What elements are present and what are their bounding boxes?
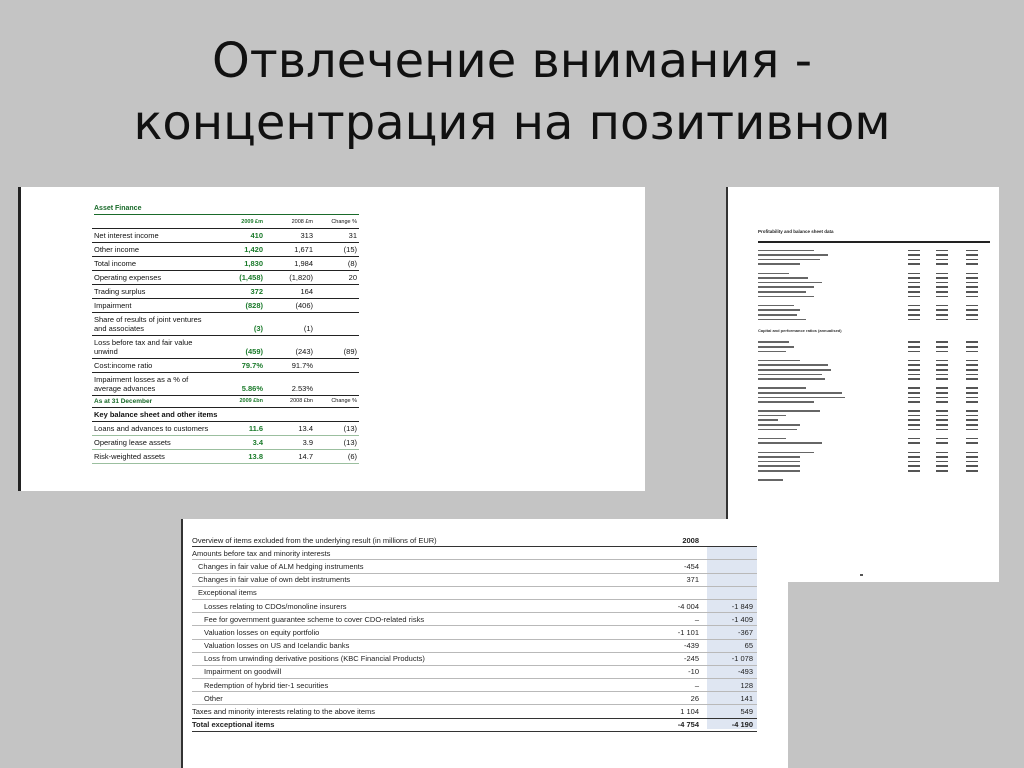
value-line <box>966 364 978 366</box>
table-row <box>92 299 359 313</box>
value-line <box>908 438 920 440</box>
value-line <box>966 282 978 284</box>
value-line <box>936 374 948 376</box>
label-line <box>758 442 822 444</box>
row-label: Operating expenses <box>94 273 162 282</box>
balance-sheet-title: Profitability and balance sheet data <box>758 229 834 234</box>
value-line <box>936 263 948 265</box>
value-line <box>936 410 948 412</box>
value-change: (6) <box>347 452 357 461</box>
row-label: Changes in fair value of ALM hedging instruments <box>198 561 364 571</box>
header-change: Change % <box>331 219 357 225</box>
value-change <box>315 331 359 335</box>
label-line <box>758 415 786 417</box>
label-line <box>758 296 814 298</box>
value-line <box>936 305 948 307</box>
row-label: Total exceptional items <box>192 720 275 730</box>
label-line <box>758 291 806 293</box>
value-line <box>908 470 920 472</box>
label-line <box>758 250 814 252</box>
value-change: (13) <box>343 424 357 433</box>
row-label: Trading surplus <box>94 287 146 296</box>
value-line <box>966 378 978 380</box>
value-2008: -4 754 <box>677 720 699 730</box>
value-line <box>936 277 948 279</box>
value-line <box>966 424 978 426</box>
table-row <box>92 229 359 243</box>
value-2009: (828) <box>245 301 263 310</box>
value-2007: 141 <box>740 693 753 703</box>
value-line <box>966 456 978 458</box>
label-line <box>758 263 800 265</box>
page-number <box>860 574 863 576</box>
value-line <box>908 360 920 362</box>
table-row <box>192 626 757 639</box>
value-line <box>908 286 920 288</box>
value-line <box>936 452 948 454</box>
value-line <box>966 291 978 293</box>
value-line <box>966 401 978 403</box>
table-row <box>92 313 359 336</box>
value-line <box>936 424 948 426</box>
label-line <box>758 351 786 353</box>
value-2008: 91.7% <box>291 361 313 370</box>
row-label: Impairment <box>94 301 132 310</box>
value-line <box>936 442 948 444</box>
value-line <box>908 387 920 389</box>
value-2009: (459) <box>245 347 263 356</box>
value-line <box>908 254 920 256</box>
row-label: Fee for government guarantee scheme to cover CDO-related risks <box>204 614 425 624</box>
value-line <box>936 254 948 256</box>
as-at-header-row <box>92 396 359 408</box>
value-2007: -1 849 <box>731 601 753 611</box>
table-row <box>192 574 757 587</box>
value-line <box>908 364 920 366</box>
value-line <box>908 401 920 403</box>
value-2009: 79.7% <box>241 361 263 370</box>
value-2008: -4 004 <box>677 601 699 611</box>
value-line <box>936 351 948 353</box>
value-line <box>966 438 978 440</box>
row-label: Total income <box>94 259 137 268</box>
table-row <box>192 666 757 679</box>
value-2009: 1,830 <box>244 259 263 268</box>
value-line <box>936 470 948 472</box>
value-2008: (1,820) <box>289 273 313 282</box>
label-line <box>758 401 814 403</box>
row-label: Redemption of hybrid tier-1 securities <box>204 680 329 690</box>
table-row <box>92 422 359 436</box>
value-line <box>936 309 948 311</box>
value-line <box>908 419 920 421</box>
label-line <box>758 429 797 431</box>
excluded-items-title: Overview of items excluded from the underlying result (in millions of EUR) <box>192 535 437 545</box>
value-line <box>966 305 978 307</box>
value-line <box>966 410 978 412</box>
row-label: Impairment losses as a % of average advances <box>94 375 189 393</box>
label-line <box>758 286 814 288</box>
excluded-items-table-image <box>181 519 788 768</box>
label-line <box>758 369 831 371</box>
value-line <box>936 319 948 321</box>
value-line <box>908 319 920 321</box>
value-line <box>936 346 948 348</box>
value-2008: 371 <box>686 575 699 585</box>
table-row <box>192 679 757 692</box>
table-row <box>92 243 359 257</box>
table-row <box>192 587 757 600</box>
header-change-bn: Change % <box>331 398 357 404</box>
table-row <box>192 600 757 613</box>
value-line <box>908 346 920 348</box>
label-line <box>758 374 822 376</box>
table-row <box>92 373 359 396</box>
value-line <box>936 364 948 366</box>
table-row <box>192 547 757 560</box>
header-2009: 2009 £m <box>241 219 263 225</box>
row-label: Changes in fair value of own debt instruments <box>198 575 351 585</box>
value-line <box>908 250 920 252</box>
label-line <box>758 456 800 458</box>
value-2009: (3) <box>253 324 263 333</box>
label-line <box>758 392 842 394</box>
value-line <box>966 341 978 343</box>
row-label: Loss from unwinding derivative positions (KBC Financial Products) <box>204 654 425 664</box>
row-label: Cost:income ratio <box>94 361 153 370</box>
value-line <box>966 296 978 298</box>
balance-sheet-body <box>758 239 990 482</box>
value-2009: 5.86% <box>241 384 263 393</box>
value-line <box>966 314 978 316</box>
value-line <box>966 360 978 362</box>
row-label: Losses relating to CDOs/monoline insurers <box>204 601 347 611</box>
value-line <box>908 282 920 284</box>
value-2008: 1,984 <box>294 259 313 268</box>
value-line <box>936 387 948 389</box>
table-row <box>192 705 757 718</box>
row-label: Share of results of joint ventures and associates <box>94 315 202 333</box>
value-2009: 13.8 <box>248 452 263 461</box>
row-label: Amounts before tax and minority interests <box>192 548 331 558</box>
table-row <box>192 692 757 705</box>
value-2008: 1,671 <box>294 245 313 254</box>
row-label: Valuation losses on US and Icelandic banks <box>204 641 350 651</box>
value-line <box>908 442 920 444</box>
value-change <box>315 294 359 298</box>
value-line <box>908 273 920 275</box>
label-line <box>758 314 797 316</box>
value-line <box>936 259 948 261</box>
value-line <box>908 424 920 426</box>
value-line <box>936 250 948 252</box>
value-line <box>908 277 920 279</box>
label-line <box>758 364 828 366</box>
value-line <box>936 401 948 403</box>
label-line <box>758 452 814 454</box>
value-2008: 2.53% <box>291 384 313 393</box>
value-line <box>936 392 948 394</box>
value-line <box>966 397 978 399</box>
value-line <box>908 415 920 417</box>
label-line <box>758 309 800 311</box>
excluded-items-table <box>192 534 757 732</box>
value-line <box>908 465 920 467</box>
value-line <box>966 319 978 321</box>
value-change: (15) <box>343 245 357 254</box>
value-2008: (406) <box>295 301 313 310</box>
value-line <box>966 346 978 348</box>
label-line <box>758 282 822 284</box>
value-line <box>908 341 920 343</box>
row-label: Valuation losses on equity portfolio <box>204 627 320 637</box>
value-change <box>315 368 359 372</box>
label-line <box>758 254 828 256</box>
value-2008: – <box>694 680 699 690</box>
value-2008: (1) <box>303 324 313 333</box>
value-2008: 3.9 <box>302 438 313 447</box>
text-line <box>758 322 990 327</box>
value-change: (8) <box>347 259 357 268</box>
value-2008: 13.4 <box>298 424 313 433</box>
value-line <box>936 296 948 298</box>
table-row <box>192 640 757 653</box>
value-line <box>908 263 920 265</box>
value-line <box>936 465 948 467</box>
label-line <box>758 319 806 321</box>
heading-line <box>758 241 990 243</box>
label-line <box>758 346 794 348</box>
value-change <box>315 308 359 312</box>
value-line <box>966 387 978 389</box>
value-line <box>908 392 920 394</box>
value-change: 20 <box>348 273 357 282</box>
value-2008: 26 <box>690 693 699 703</box>
label-line <box>758 387 806 389</box>
header-year: 2008 <box>682 535 699 545</box>
value-line <box>966 250 978 252</box>
text-line <box>758 478 990 483</box>
label-line <box>758 277 808 279</box>
value-line <box>908 378 920 380</box>
value-line <box>936 378 948 380</box>
value-2009: 11.6 <box>248 424 263 433</box>
value-line <box>966 429 978 431</box>
value-2007: -1 078 <box>731 654 753 664</box>
value-2007: 128 <box>740 680 753 690</box>
value-2008: -10 <box>688 667 699 677</box>
row-label: Other <box>204 693 223 703</box>
value-line <box>908 314 920 316</box>
value-line <box>908 305 920 307</box>
value-line <box>966 286 978 288</box>
value-2008: 313 <box>300 231 313 240</box>
balance-title: Key balance sheet and other items <box>94 410 218 419</box>
value-line <box>966 369 978 371</box>
value-line <box>936 360 948 362</box>
header-2009-bn: 2009 £bn <box>239 398 263 404</box>
label-line <box>758 465 800 467</box>
value-2007: -4 190 <box>731 720 753 730</box>
value-line <box>936 438 948 440</box>
value-line <box>936 419 948 421</box>
value-2009: 372 <box>250 287 263 296</box>
value-line <box>936 369 948 371</box>
value-2008: -454 <box>683 561 699 571</box>
value-line <box>966 273 978 275</box>
value-2008: -245 <box>683 654 699 664</box>
value-line <box>908 291 920 293</box>
table-row <box>192 613 757 626</box>
value-line <box>908 296 920 298</box>
label-line <box>758 378 825 380</box>
value-2009: (1,458) <box>239 273 263 282</box>
asset-finance-table <box>92 217 359 464</box>
value-change: 31 <box>348 231 357 240</box>
value-line <box>908 309 920 311</box>
value-2009: 410 <box>250 231 263 240</box>
value-line <box>936 341 948 343</box>
value-line <box>936 282 948 284</box>
row-label: Loss before tax and fair value unwind <box>94 338 193 356</box>
value-line <box>936 461 948 463</box>
value-line <box>908 429 920 431</box>
value-line <box>936 456 948 458</box>
value-line <box>908 259 920 261</box>
table-row <box>192 719 757 732</box>
value-line <box>936 286 948 288</box>
label-line <box>758 479 783 481</box>
value-2008: -1 101 <box>677 627 699 637</box>
asset-finance-table-image <box>18 187 645 491</box>
value-line <box>966 465 978 467</box>
as-at-label: As at 31 December <box>94 398 153 405</box>
header-2008-bn: 2008 £bn <box>290 398 313 404</box>
table-row <box>92 257 359 271</box>
table-row <box>92 436 359 450</box>
value-line <box>908 452 920 454</box>
value-line <box>966 309 978 311</box>
value-2008: 1 104 <box>680 707 699 717</box>
table-row <box>92 450 359 464</box>
value-change: (13) <box>343 438 357 447</box>
label-line <box>758 273 789 275</box>
label-line <box>758 470 800 472</box>
value-line <box>908 397 920 399</box>
value-2008: – <box>694 614 699 624</box>
value-2009: 3.4 <box>252 438 263 447</box>
balance-title-row <box>92 408 359 422</box>
value-2009: 1,420 <box>244 245 263 254</box>
value-line <box>936 415 948 417</box>
value-change: (89) <box>343 347 357 356</box>
row-label: Operating lease assets <box>94 438 171 447</box>
value-2007: 65 <box>744 641 753 651</box>
label-line <box>758 424 800 426</box>
row-label: Impairment on goodwill <box>204 667 282 677</box>
table-header-row <box>92 217 359 229</box>
table-row <box>92 336 359 359</box>
section-heading: Capital and performance ratios (annualised) <box>758 328 842 334</box>
table-row <box>92 285 359 299</box>
value-line <box>936 314 948 316</box>
value-line <box>908 410 920 412</box>
value-2008: -439 <box>683 641 699 651</box>
label-line <box>758 438 786 440</box>
value-line <box>936 397 948 399</box>
row-label: Risk-weighted assets <box>94 452 165 461</box>
value-line <box>966 263 978 265</box>
value-2007: -493 <box>737 667 753 677</box>
value-line <box>908 369 920 371</box>
value-line <box>966 461 978 463</box>
value-line <box>966 452 978 454</box>
label-line <box>758 305 794 307</box>
table-header-row <box>192 534 757 547</box>
label-line <box>758 419 778 421</box>
value-2008: 14.7 <box>298 452 313 461</box>
value-line <box>936 429 948 431</box>
table-row <box>192 560 757 573</box>
value-change <box>315 391 359 395</box>
asset-finance-heading: Asset Finance <box>94 205 359 215</box>
table-row <box>92 271 359 285</box>
value-line <box>908 456 920 458</box>
label-line <box>758 259 820 261</box>
table-row <box>92 359 359 373</box>
label-line <box>758 360 800 362</box>
value-2007: -1 409 <box>731 614 753 624</box>
table-row <box>192 653 757 666</box>
value-line <box>966 374 978 376</box>
value-line <box>908 374 920 376</box>
label-line <box>758 461 800 463</box>
value-2007: -367 <box>737 627 753 637</box>
row-label: Taxes and minority interests relating to the above items <box>192 707 376 717</box>
value-line <box>966 392 978 394</box>
slide-title-line-1: Отвлечение внимания - <box>211 33 813 89</box>
value-line <box>936 291 948 293</box>
value-line <box>966 254 978 256</box>
value-line <box>908 351 920 353</box>
value-line <box>966 470 978 472</box>
slide-title-line-2: концентрация на позитивном <box>133 95 891 151</box>
label-line <box>758 341 789 343</box>
label-line <box>758 410 820 412</box>
value-2008: 164 <box>300 287 313 296</box>
label-line <box>758 397 845 399</box>
value-line <box>966 419 978 421</box>
header-2008: 2008 £m <box>291 219 313 225</box>
value-line <box>966 351 978 353</box>
value-line <box>966 277 978 279</box>
value-2008: (243) <box>295 347 313 356</box>
row-label: Other income <box>94 245 140 254</box>
value-line <box>936 273 948 275</box>
slide-title <box>0 30 1024 154</box>
value-line <box>908 461 920 463</box>
row-label: Net interest income <box>94 231 159 240</box>
value-line <box>966 442 978 444</box>
value-line <box>966 259 978 261</box>
row-label: Exceptional items <box>198 588 257 598</box>
row-label: Loans and advances to customers <box>94 424 209 433</box>
value-line <box>966 415 978 417</box>
value-2007: 549 <box>740 707 753 717</box>
